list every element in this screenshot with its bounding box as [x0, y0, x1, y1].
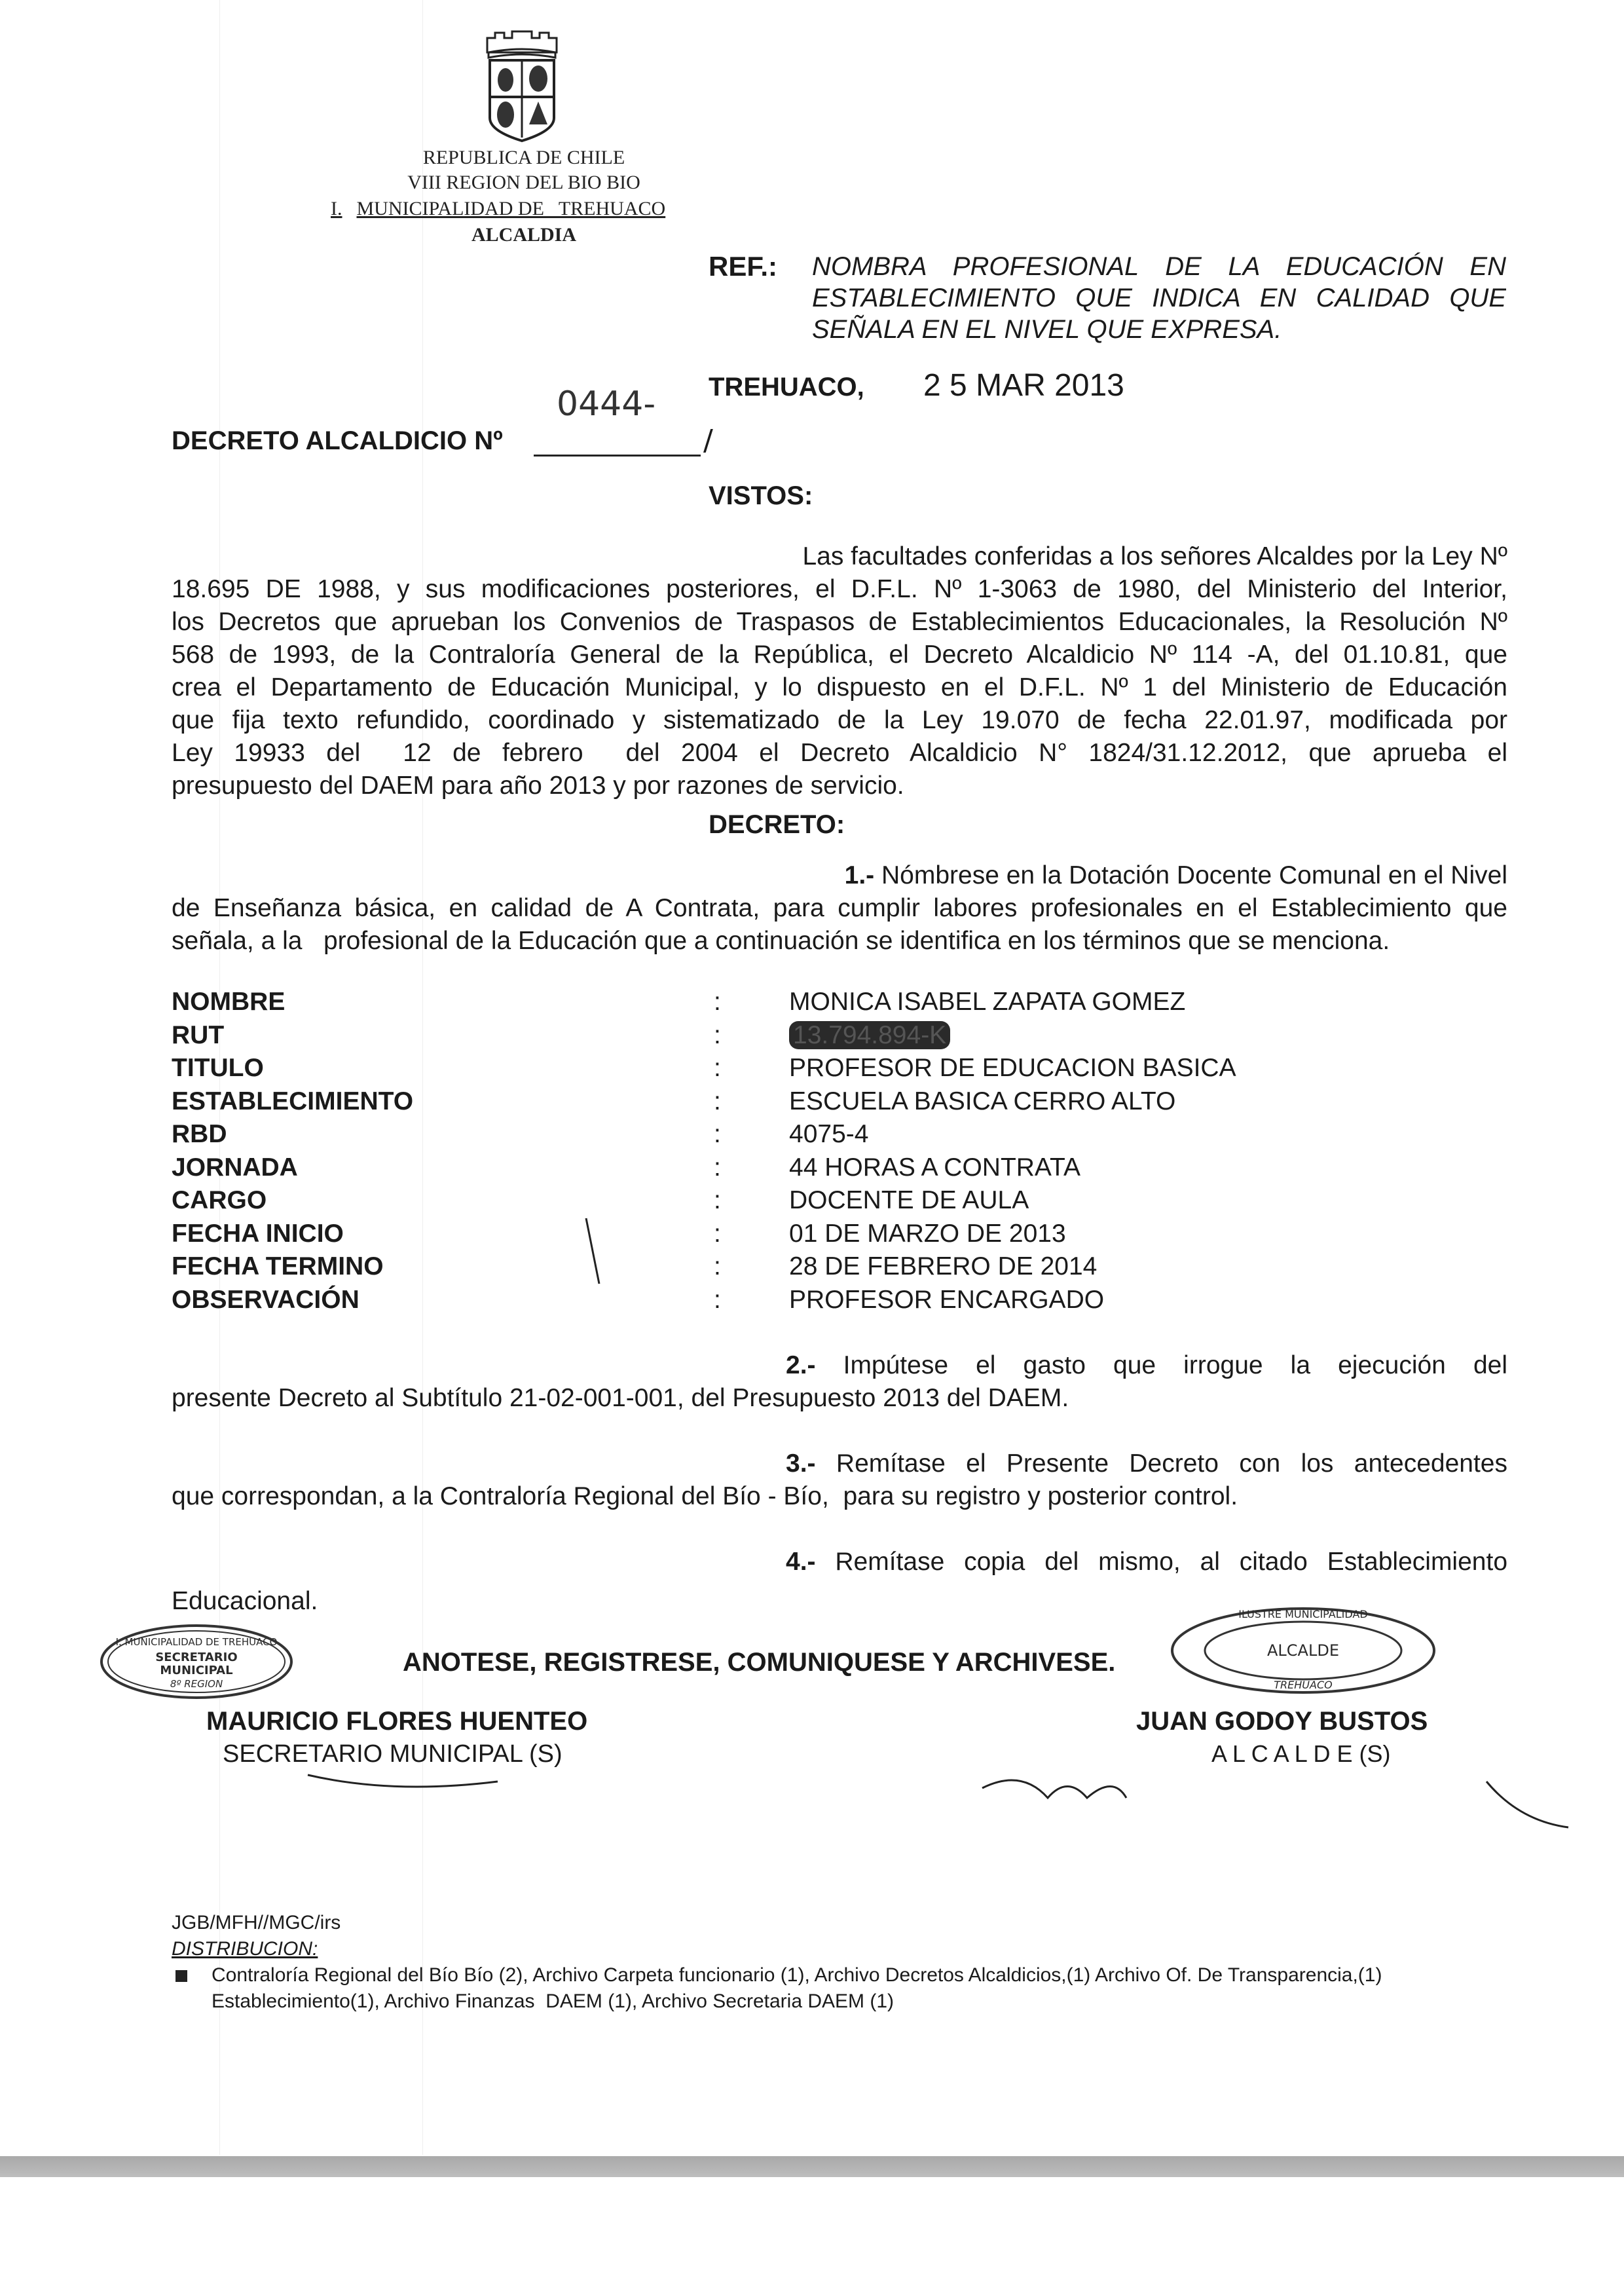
article-1-text: Nómbrese en la Dotación Docente Comunal en el Nivel: [881, 861, 1507, 889]
detail-separator: :: [714, 1285, 721, 1314]
distribution-line-1: Contraloría Regional del Bío Bío (2), Archivo Carpeta funcionario (1), Archivo Decretos Alcaldicios,(1) Archivo Of. De Transparencia,(1): [212, 1964, 1382, 1986]
detail-label: FECHA INICIO: [172, 1219, 344, 1248]
detail-label: JORNADA: [172, 1153, 298, 1182]
detail-separator: :: [714, 1252, 721, 1280]
secretary-title: SECRETARIO MUNICIPAL (S): [223, 1740, 563, 1768]
right-stamp-bottom: TREHUACO: [1274, 1679, 1333, 1691]
ref-line-2: ESTABLECIMIENTO QUE INDICA EN CALIDAD QUE: [812, 284, 1506, 312]
secretary-signature-icon: [586, 1218, 599, 1284]
date-stamp: 2 5 MAR 2013: [923, 368, 1124, 403]
decree-number-slash: /: [703, 424, 713, 457]
detail-separator: :: [714, 1153, 721, 1182]
header-region: VIII REGION DEL BIO BIO: [407, 172, 640, 193]
article-2-line-2: presente Decreto al Subtítulo 21-02-001-001, del Presupuesto 2013 del DAEM.: [172, 1384, 1069, 1412]
redaction-mark: 13.794.894-K: [789, 1021, 950, 1049]
detail-separator: :: [714, 1087, 721, 1115]
detail-separator: :: [714, 1020, 721, 1049]
detail-value: 01 DE MARZO DE 2013: [789, 1219, 1066, 1248]
ref-label: REF.:: [709, 251, 777, 282]
article-4-number: 4.-: [786, 1548, 816, 1576]
header-country: REPUBLICA DE CHILE: [422, 147, 625, 168]
detail-separator: :: [714, 988, 721, 1016]
detail-value: ESCUELA BASICA CERRO ALTO: [789, 1087, 1176, 1115]
article-2-number: 2.-: [786, 1351, 816, 1379]
scan-edge-band: [0, 2156, 1624, 2177]
detail-value: 28 DE FEBRERO DE 2014: [789, 1252, 1098, 1280]
vistos-line-4: 568 de 1993, de la Contraloría General de la República, el Decreto Alcaldicio Nº 114 -A, del 01.10.81, que: [172, 641, 1507, 669]
detail-label: NOMBRE: [172, 988, 286, 1016]
vistos-line-5: crea el Departamento de Educación Municipal, y lo dispuesto en el D.F.L. Nº 1 del Ministerio de Educación: [172, 673, 1507, 701]
header-municipality-prefix: I.: [331, 198, 342, 219]
article-1-number: 1.-: [844, 861, 875, 889]
detail-separator: :: [714, 1186, 721, 1214]
detail-value: 4075-4: [789, 1120, 869, 1148]
vistos-heading: VISTOS:: [709, 481, 813, 510]
detail-label: ESTABLECIMIENTO: [172, 1087, 414, 1115]
closing-formula: ANOTESE, REGISTRESE, COMUNIQUESE Y ARCHIVESE.: [403, 1648, 1116, 1677]
detail-value: PROFESOR DE EDUCACION BASICA: [789, 1054, 1236, 1082]
distribution-line-2: Establecimiento(1), Archivo Finanzas DAEM (1), Archivo Secretaria DAEM (1): [212, 1990, 895, 2012]
left-stamp-center-bottom: MUNICIPAL: [160, 1664, 233, 1677]
detail-label: TITULO: [172, 1054, 264, 1082]
left-stamp-ring-text: I. MUNICIPALIDAD DE TREHUACO: [115, 1636, 278, 1648]
decreto-heading: DECRETO:: [709, 810, 845, 839]
vistos-line-2: 18.695 DE 1988, y sus modificaciones posteriores, el D.F.L. Nº 1-3063 de 1980, del Ministerio del Interior,: [172, 575, 1507, 603]
secretary-name: MAURICIO FLORES HUENTEO: [206, 1707, 588, 1736]
detail-label: OBSERVACIÓN: [172, 1285, 360, 1314]
decree-number-label: DECRETO ALCALDICIO Nº: [172, 426, 503, 455]
article-4-line-2: Educacional.: [172, 1587, 318, 1615]
detail-value: MONICA ISABEL ZAPATA GOMEZ: [789, 988, 1186, 1016]
left-stamp-bottom: 8º REGION: [170, 1678, 223, 1690]
article-3-text: Remítase el Presente Decreto con los antecedentes: [836, 1449, 1507, 1478]
vistos-line-6: que fija texto refundido, coordinado y sistematizado de la Ley 19.070 de fecha 22.01.97, modificada por: [172, 706, 1507, 734]
detail-label: RBD: [172, 1120, 227, 1148]
article-2-text: Impútese el gasto que irrogue la ejecución del: [843, 1351, 1507, 1379]
header-municipality: MUNICIPALIDAD DE TREHUACO: [356, 198, 666, 219]
vistos-line-1: Las facultades conferidas a los señores Alcaldes por la Ley Nº: [802, 542, 1507, 570]
distribution-heading: DISTRIBUCION:: [172, 1938, 318, 1960]
right-stamp-center: ALCALDE: [1267, 1641, 1339, 1660]
initials: JGB/MFH//MGC/irs: [172, 1912, 341, 1933]
detail-value: DOCENTE DE AULA: [789, 1186, 1029, 1214]
decree-number-handwritten: 0444-: [557, 384, 656, 424]
vistos-line-7: Ley 19933 del 12 de febrero del 2004 el Decreto Alcaldicio N° 1824/31.12.2012, que aprueba el: [172, 739, 1507, 767]
detail-label: CARGO: [172, 1186, 267, 1214]
mayor-name: JUAN GODOY BUSTOS: [1136, 1707, 1428, 1736]
detail-label: FECHA TERMINO: [172, 1252, 384, 1280]
mayor-title: A L C A L D E (S): [1211, 1740, 1391, 1767]
detail-separator: :: [714, 1054, 721, 1082]
detail-value: PROFESOR ENCARGADO: [789, 1285, 1105, 1314]
detail-separator: :: [714, 1120, 721, 1148]
right-stamp-ring-text: ILUSTRE MUNICIPALIDAD: [1238, 1608, 1368, 1620]
article-1-line-3: señala, a la profesional de la Educación que a continuación se identifica en los términos que se menciona.: [172, 927, 1390, 955]
detail-label: RUT: [172, 1020, 225, 1049]
vistos-line-8: presupuesto del DAEM para año 2013 y por razones de servicio.: [172, 772, 904, 800]
detail-value: 44 HORAS A CONTRATA: [789, 1153, 1080, 1182]
vistos-line-3: los Decretos que aprueban los Convenios de Traspasos de Establecimientos Educacionales, la Resolución Nº: [172, 608, 1507, 636]
article-3-number: 3.-: [786, 1449, 816, 1478]
place: TREHUACO,: [709, 373, 864, 401]
ref-line-3: SEÑALA EN EL NIVEL QUE EXPRESA.: [812, 315, 1282, 344]
article-4-text: Remítase copia del mismo, al citado Establecimiento: [835, 1548, 1507, 1576]
mayor-signature-icon: [1486, 1782, 1568, 1827]
left-stamp-center-top: SECRETARIO: [155, 1651, 238, 1664]
detail-separator: :: [714, 1219, 721, 1248]
article-3-line-2: que correspondan, a la Contraloría Regional del Bío - Bío, para su registro y posterior control.: [172, 1482, 1238, 1510]
article-1-line-2: de Enseñanza básica, en calidad de A Contrata, para cumplir labores profesionales en el Establecimiento que: [172, 894, 1507, 922]
header-office: ALCALDIA: [471, 224, 577, 246]
bullet-square-icon: [175, 1970, 187, 1982]
ref-line-1: NOMBRA PROFESIONAL DE LA EDUCACIÓN EN: [812, 252, 1506, 281]
